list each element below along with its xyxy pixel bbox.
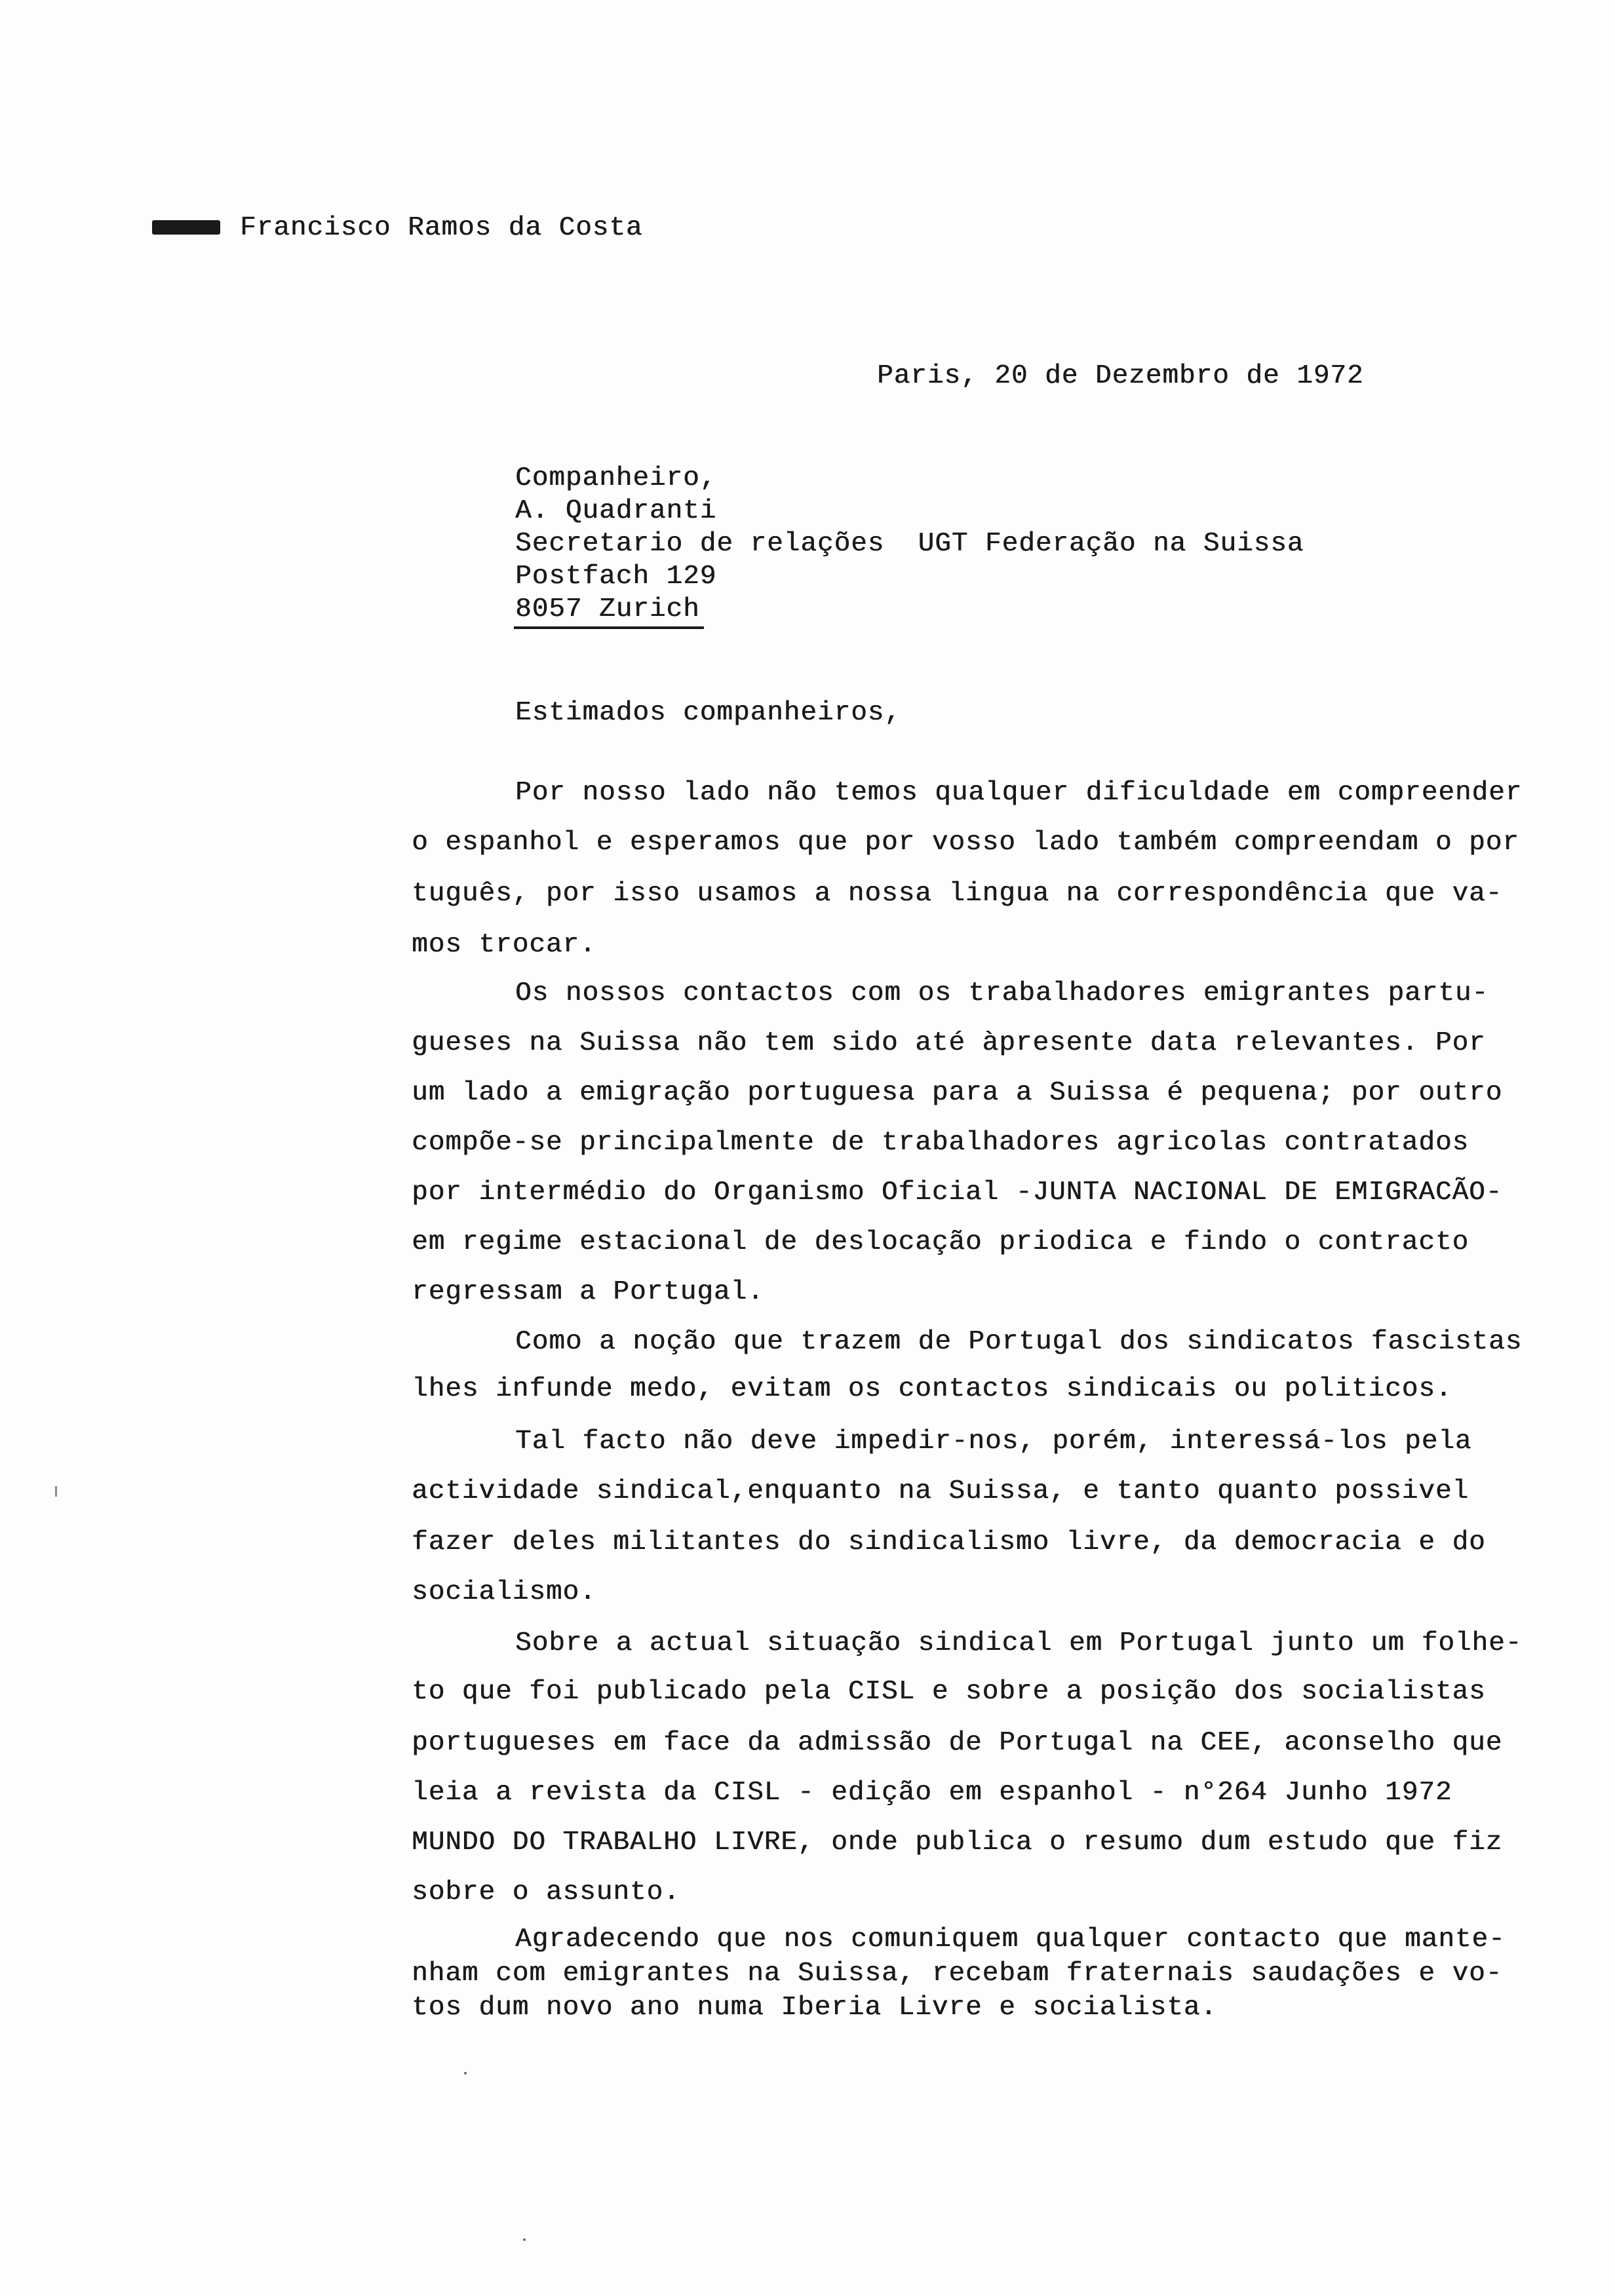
salutation: Estimados companheiros, — [515, 698, 901, 728]
body-line: MUNDO DO TRABALHO LIVRE, onde publica o resumo dum estudo que fiz — [412, 1827, 1503, 1858]
sender-name: Francisco Ramos da Costa — [240, 213, 643, 243]
body-line: socialismo. — [412, 1577, 596, 1607]
body-line: actividade sindical,enquanto na Suissa, e tanto quanto possivel — [412, 1476, 1469, 1506]
body-line: lhes infunde medo, evitam os contactos sindicais ou politicos. — [412, 1374, 1452, 1404]
body-line: mos trocar. — [412, 930, 596, 960]
body-line: um lado a emigração portuguesa para a Suissa é pequena; por outro — [412, 1078, 1503, 1108]
body-line: Agradecendo que nos comuniquem qualquer contacto que mante- — [515, 1924, 1506, 1955]
body-line: nham com emigrantes na Suissa, recebam fraternais saudações e vo- — [412, 1959, 1503, 1989]
recipient-line-3: Secretario de relações UGT Federação na Suissa — [515, 529, 1304, 559]
body-line: leia a revista da CISL - edição em espanhol - n°264 Junho 1972 — [412, 1778, 1452, 1808]
body-line: to que foi publicado pela CISL e sobre a posição dos socialistas — [412, 1677, 1486, 1707]
body-line: fazer deles militantes do sindicalismo livre, da democracia e do — [412, 1527, 1486, 1558]
body-line: regressam a Portugal. — [412, 1277, 764, 1307]
struck-out-mark — [152, 220, 220, 235]
body-line: portugueses em face da admissão de Portugal na CEE, aconselho que — [412, 1728, 1503, 1758]
recipient-line-4: Postfach 129 — [515, 562, 717, 592]
body-line: sobre o assunto. — [412, 1877, 680, 1907]
recipient-line-1: Companheiro, — [515, 463, 717, 493]
recipient-city-underline — [514, 626, 704, 629]
body-line: compõe-se principalmente de trabalhadores agricolas contratados — [412, 1128, 1469, 1158]
body-line: Como a noção que trazem de Portugal dos sindicatos fascistas — [515, 1327, 1523, 1357]
dateline: Paris, 20 de Dezembro de 1972 — [877, 361, 1364, 391]
body-line: tuguês, por isso usamos a nossa lingua na correspondência que va- — [412, 879, 1503, 909]
body-line: gueses na Suissa não tem sido até àpresente data relevantes. Por — [412, 1028, 1486, 1058]
body-line: Sobre a actual situação sindical em Portugal junto um folhe- — [515, 1628, 1523, 1658]
body-line: por intermédio do Organismo Oficial -JUNTA NACIONAL DE EMIGRACÃO- — [412, 1177, 1503, 1208]
margin-tick-mark — [55, 1486, 57, 1497]
body-line: Os nossos contactos com os trabalhadores emigrantes partu- — [515, 978, 1489, 1008]
scan-speck — [464, 2072, 467, 2075]
recipient-line-2: A. Quadranti — [515, 496, 717, 526]
body-line: em regime estacional de deslocação priodica e findo o contracto — [412, 1227, 1469, 1257]
body-line: tos dum novo ano numa Iberia Livre e socialista. — [412, 1993, 1217, 2023]
recipient-line-5: 8057 Zurich — [515, 594, 700, 624]
body-line: o espanhol e esperamos que por vosso lado também compreendam o por — [412, 828, 1519, 858]
body-line: Tal facto não deve impedir-nos, porém, interessá-los pela — [515, 1426, 1472, 1457]
body-line: Por nosso lado não temos qualquer dificuldade em compreender — [515, 778, 1523, 808]
scan-speck — [523, 2238, 526, 2241]
